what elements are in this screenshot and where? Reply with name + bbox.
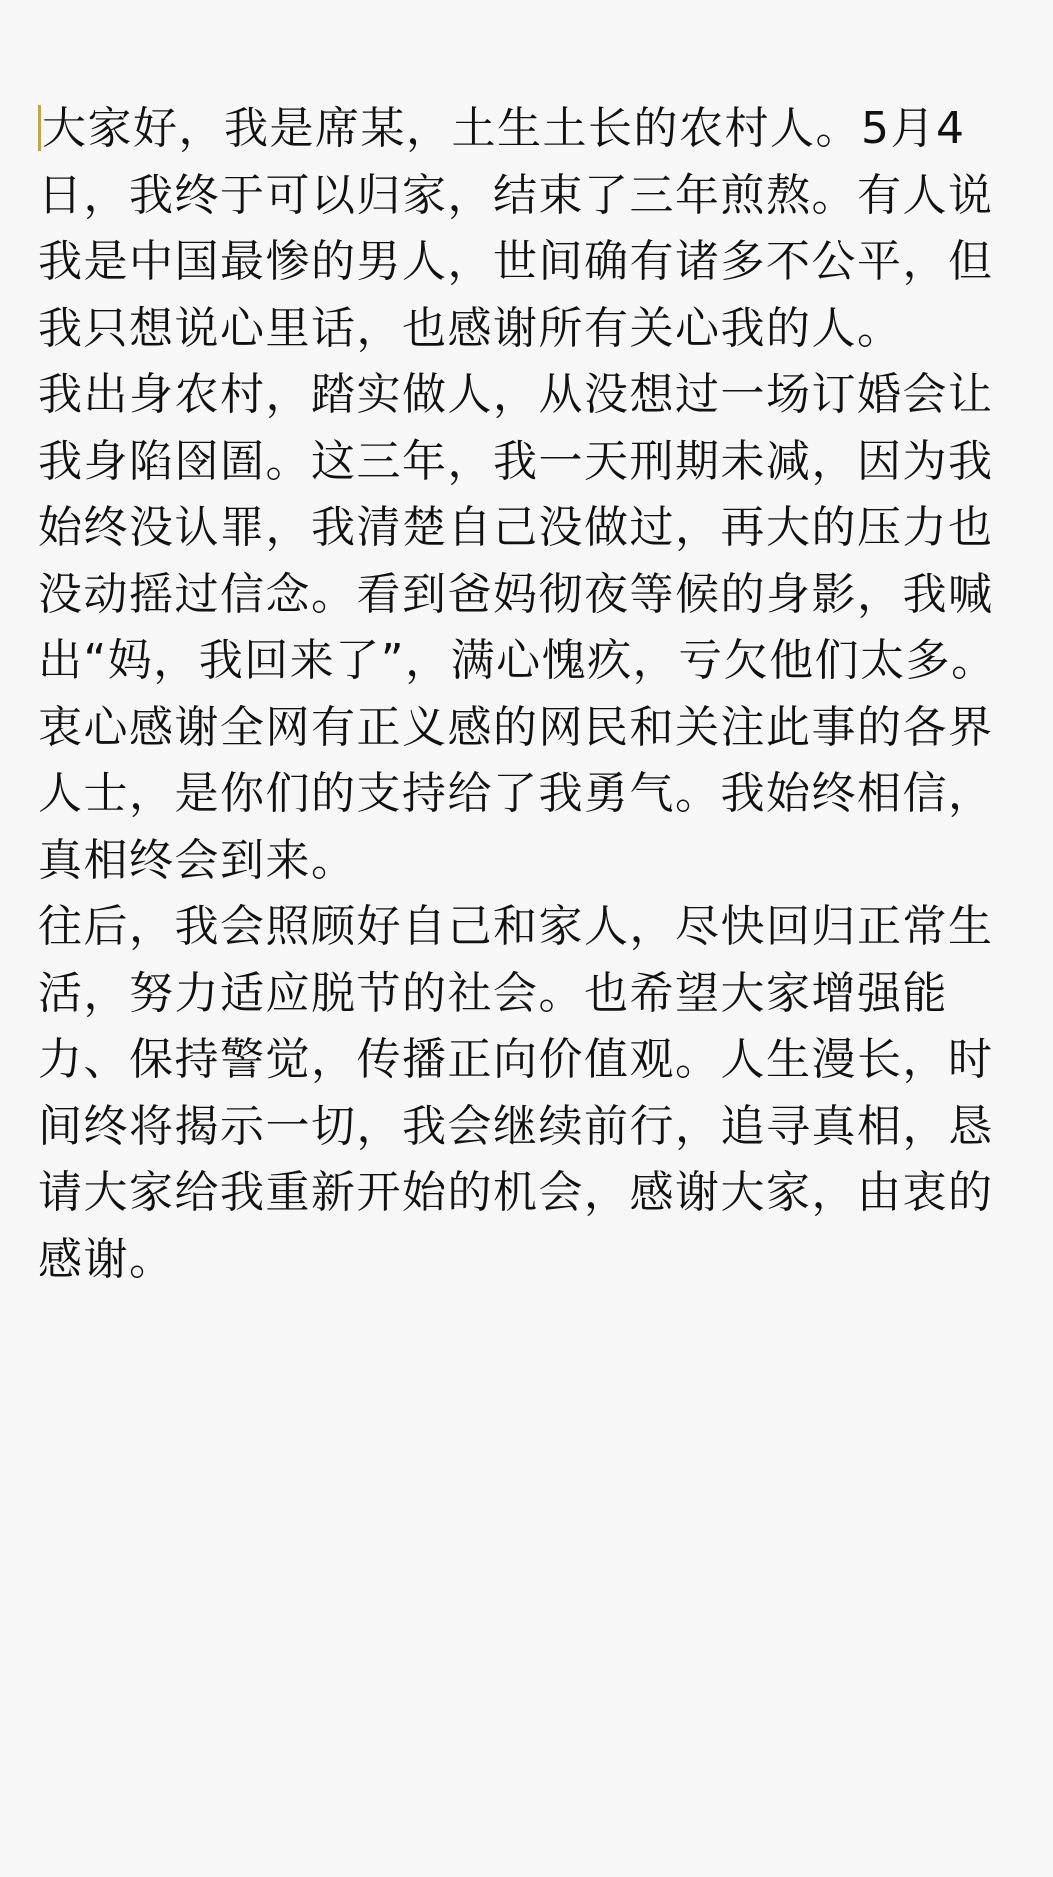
paragraph-1 bbox=[38, 96, 1008, 362]
paragraph-3: 衷心感谢全网有正义感的网民和关注此事的各界人士，是你们的支持给了我勇气。我始终相信，真相终会到来。 bbox=[38, 701, 994, 886]
article-body bbox=[38, 96, 1008, 1293]
paragraph-4: 往后，我会照顾好自己和家人，尽快回归正常生活，努力适应脱节的社会。也希望大家增强能力、保持警觉，传播正向价值观。人生漫长，时间终将揭示一切，我会继续前行，追寻真相，恳请大家给我重新开始的机会，感谢大家，由衷的感谢。 bbox=[38, 901, 994, 1285]
paragraph-2: 我出身农村，踏实做人，从没想过一场订婚会让我身陷囹圄。这三年，我一天刑期未减，因为我始终没认罪，我清楚自己没做过，再大的压力也没动摇过信念。看到爸妈彻夜等候的身影，我喊出“妈，我回来了”，满心愧疚，亏欠他们太多。 bbox=[38, 369, 997, 686]
paragraph-1-text: 大家好，我是席某，土生土长的农村人。5月4日，我终于可以归家，结束了三年煎熬。有人说我是中国最惨的男人，世间确有诸多不公平，但我只想说心里话，也感谢所有关心我的人。 bbox=[38, 103, 994, 354]
text-cursor bbox=[38, 105, 41, 151]
